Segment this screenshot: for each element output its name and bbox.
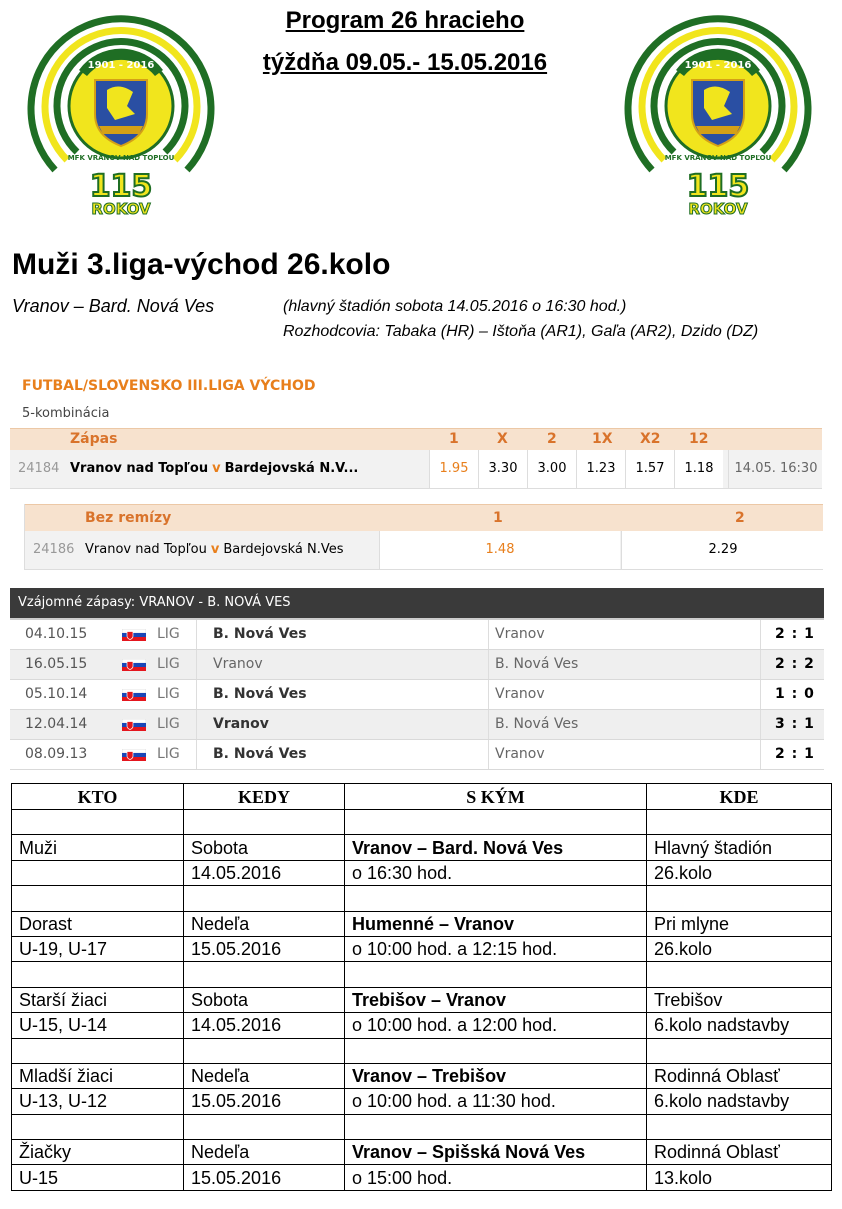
schedule-cell-kto: Mladší žiaci (12, 1063, 184, 1088)
slovakia-flag-icon (122, 629, 146, 641)
h2h-row[interactable] (10, 740, 824, 770)
schedule-cell-s-kym (345, 1038, 647, 1063)
h2h-competition: LIG (157, 656, 180, 672)
h2h-competition: LIG (157, 626, 180, 642)
odds-subcategory: 5-kombinácia (22, 406, 110, 421)
slovakia-flag-icon (122, 719, 146, 731)
h2h-competition: LIG (157, 716, 180, 732)
odds-panel (10, 370, 822, 570)
schedule-cell-kde: 26.kolo (647, 936, 832, 961)
odd-1x[interactable]: 1.23 (576, 450, 625, 488)
schedule-cell-kto: U-19, U-17 (12, 936, 184, 961)
h2h-score: 3 : 1 (775, 716, 815, 732)
no-draw-header (25, 504, 823, 531)
schedule-cell-kedy: Sobota (184, 987, 345, 1012)
schedule-cell-kto: Dorast (12, 911, 184, 936)
logo-years: 1901 - 2016 (87, 60, 155, 71)
h2h-date: 16.05.15 (25, 656, 88, 672)
schedule-cell-kde: 6.kolo nadstavby (647, 1013, 832, 1038)
col-12: 12 (689, 431, 709, 447)
schedule-row (12, 810, 832, 835)
h2h-row[interactable] (10, 620, 824, 650)
schedule-row (12, 886, 832, 911)
svg-text:MFK VRANOV NAD TOPĽOU: MFK VRANOV NAD TOPĽOU (664, 154, 772, 162)
h2h-home-team: Vranov (213, 656, 263, 672)
h2h-date: 08.09.13 (25, 746, 88, 762)
schedule-row (12, 1165, 832, 1190)
logo-anniversary: 115 (686, 169, 750, 204)
schedule-row (12, 1063, 832, 1088)
schedule-cell-kto: U-15, U-14 (12, 1013, 184, 1038)
home-team: Vranov nad Topľou (70, 461, 209, 476)
schedule-cell-kde: 6.kolo nadstavby (647, 1089, 832, 1114)
schedule-row (12, 1089, 832, 1114)
odds-row[interactable] (10, 450, 822, 489)
schedule-cell-kedy: 14.05.2016 (184, 860, 345, 885)
odd-x2[interactable]: 1.57 (625, 450, 674, 488)
schedule-cell-s-kym (345, 1114, 647, 1139)
vs-label: v (212, 461, 221, 476)
h2h-row[interactable] (10, 650, 824, 680)
h2h-competition: LIG (157, 686, 180, 702)
slovakia-flag-icon (122, 749, 146, 761)
schedule-cell-kedy: Sobota (184, 835, 345, 860)
schedule-cell-kde: Rodinná Oblasť (647, 1063, 832, 1088)
schedule-cell-s-kym: o 10:00 hod. a 12:15 hod. (345, 936, 647, 961)
schedule-cell-kde (647, 886, 832, 911)
no-draw-odd-1[interactable]: 1.48 (379, 531, 620, 569)
schedule-cell-s-kym: o 15:00 hod. (345, 1165, 647, 1190)
h2h-row[interactable] (10, 710, 824, 740)
h2h-score: 1 : 0 (775, 686, 815, 702)
h2h-date: 05.10.14 (25, 686, 88, 702)
schedule-cell-kto (12, 1114, 184, 1139)
away-team: Bardejovská N.V... (224, 461, 359, 476)
schedule-cell-kde: 13.kolo (647, 1165, 832, 1190)
no-draw-col-1: 1 (493, 510, 503, 526)
odd-12[interactable]: 1.18 (674, 450, 723, 488)
odds-league: FUTBAL/SLOVENSKO III.LIGA VÝCHOD (22, 378, 316, 394)
schedule-row (12, 835, 832, 860)
header-kedy: KEDY (184, 784, 345, 810)
vs-label: v (210, 542, 220, 557)
schedule-row (12, 962, 832, 987)
odds-match[interactable] (70, 450, 358, 488)
schedule-row (12, 936, 832, 961)
schedule-cell-kto (12, 962, 184, 987)
h2h-home-team: B. Nová Ves (213, 686, 307, 702)
h2h-score: 2 : 2 (775, 656, 815, 672)
schedule-cell-kto: U-13, U-12 (12, 1089, 184, 1114)
schedule-cell-s-kym: Vranov – Trebišov (345, 1063, 647, 1088)
header-kto: KTO (12, 784, 184, 810)
section-title: Muži 3.liga-východ 26.kolo (12, 248, 391, 281)
schedule-cell-kde (647, 1038, 832, 1063)
head-to-head-panel (10, 588, 824, 768)
header-kde: KDE (647, 784, 832, 810)
col-1x: 1X (592, 431, 613, 447)
h2h-date: 04.10.15 (25, 626, 88, 642)
schedule-cell-kedy (184, 1038, 345, 1063)
schedule-row (12, 1114, 832, 1139)
schedule-cell-kde: Trebišov (647, 987, 832, 1012)
schedule-cell-kedy (184, 962, 345, 987)
schedule-cell-s-kym: Humenné – Vranov (345, 911, 647, 936)
schedule-cell-kto (12, 860, 184, 885)
h2h-competition: LIG (157, 746, 180, 762)
schedule-cell-s-kym (345, 962, 647, 987)
schedule-cell-s-kym: Vranov – Bard. Nová Ves (345, 835, 647, 860)
no-draw-label: Bez remízy (85, 510, 172, 526)
club-logo-right (612, 10, 824, 222)
schedule-cell-kedy: 15.05.2016 (184, 1165, 345, 1190)
odds-header (10, 428, 822, 451)
h2h-away-team: B. Nová Ves (495, 656, 579, 672)
schedule-cell-kedy: 14.05.2016 (184, 1013, 345, 1038)
match-name: Vranov – Bard. Nová Ves (12, 296, 215, 316)
slovakia-flag-icon (122, 689, 146, 701)
col-2: 2 (547, 431, 557, 447)
schedule-cell-kde (647, 962, 832, 987)
logo-anniversary-word: ROKOV (688, 200, 748, 218)
away-team: Bardejovská N.Ves (223, 542, 344, 557)
schedule-cell-s-kym: o 16:30 hod. (345, 860, 647, 885)
h2h-title: Vzájomné zápasy: VRANOV - B. NOVÁ VES (10, 588, 824, 620)
h2h-home-team: Vranov (213, 716, 269, 732)
col-x: X (497, 431, 508, 447)
schedule-row (12, 1140, 832, 1165)
logo-anniversary-word: ROKOV (91, 200, 151, 218)
slovakia-flag-icon (122, 659, 146, 671)
no-draw-row[interactable] (25, 531, 823, 570)
schedule-row (12, 1038, 832, 1063)
no-draw-id: 24186 (33, 542, 75, 557)
club-logo-left (15, 10, 227, 222)
h2h-away-team: B. Nová Ves (495, 716, 579, 732)
no-draw-panel (24, 504, 823, 570)
schedule-cell-kedy (184, 886, 345, 911)
col-match: Zápas (70, 431, 118, 447)
logo-anniversary: 115 (89, 169, 153, 204)
schedule-cell-kde: Rodinná Oblasť (647, 1140, 832, 1165)
venue-info: (hlavný štadión sobota 14.05.2016 o 16:30 hod.) (283, 298, 627, 315)
h2h-home-team: B. Nová Ves (213, 626, 307, 642)
h2h-away-team: Vranov (495, 626, 545, 642)
schedule-cell-kedy: 15.05.2016 (184, 1089, 345, 1114)
h2h-score: 2 : 1 (775, 746, 815, 762)
schedule-row (12, 860, 832, 885)
home-team: Vranov nad Topľou (85, 542, 207, 557)
schedule-cell-kto (12, 886, 184, 911)
schedule-cell-kto (12, 1038, 184, 1063)
odd-1[interactable]: 1.95 (429, 450, 478, 488)
no-draw-col-2: 2 (735, 510, 745, 526)
schedule-cell-kto (12, 810, 184, 835)
odd-2[interactable]: 3.00 (527, 450, 576, 488)
no-draw-odd-2[interactable]: 2.29 (621, 531, 824, 569)
schedule-cell-kto: Starší žiaci (12, 987, 184, 1012)
h2h-date: 12.04.14 (25, 716, 88, 732)
odds-id: 24184 (18, 461, 60, 476)
page-title-line1: Program 26 hracieho (285, 7, 525, 34)
schedule-cell-kto: Muži (12, 835, 184, 860)
schedule-cell-kedy (184, 1114, 345, 1139)
col-1: 1 (449, 431, 459, 447)
header-s-kym: S KÝM (345, 784, 647, 810)
match-date: 14.05. 16:30 (728, 450, 823, 488)
schedule-cell-kde: 26.kolo (647, 860, 832, 885)
no-draw-match[interactable] (85, 531, 344, 569)
referees-info: Rozhodcovia: Tabaka (HR) – Ištoňa (AR1), Gaľa (AR2), Dzido (DZ) (283, 323, 759, 340)
schedule-cell-kde (647, 1114, 832, 1139)
schedule-header-row (12, 784, 832, 810)
schedule-cell-kde: Pri mlyne (647, 911, 832, 936)
schedule-row (12, 987, 832, 1012)
h2h-away-team: Vranov (495, 746, 545, 762)
h2h-row[interactable] (10, 680, 824, 710)
schedule-cell-kedy: Nedeľa (184, 911, 345, 936)
schedule-cell-kto: Žiačky (12, 1140, 184, 1165)
schedule-cell-s-kym: o 10:00 hod. a 11:30 hod. (345, 1089, 647, 1114)
schedule-cell-s-kym (345, 810, 647, 835)
odd-x[interactable]: 3.30 (478, 450, 527, 488)
h2h-home-team: B. Nová Ves (213, 746, 307, 762)
schedule-cell-s-kym: Vranov – Spišská Nová Ves (345, 1140, 647, 1165)
schedule-cell-kto: U-15 (12, 1165, 184, 1190)
col-x2: X2 (640, 431, 661, 447)
schedule-cell-kedy: 15.05.2016 (184, 936, 345, 961)
schedule-cell-s-kym: o 10:00 hod. a 12:00 hod. (345, 1013, 647, 1038)
schedule-cell-kedy (184, 810, 345, 835)
logo-years: 1901 - 2016 (684, 60, 752, 71)
page-title-line2: týždňa 09.05.- 15.05.2016 (262, 49, 548, 76)
h2h-score: 2 : 1 (775, 626, 815, 642)
schedule-cell-kedy: Nedeľa (184, 1140, 345, 1165)
schedule-cell-kde: Hlavný štadión (647, 835, 832, 860)
schedule-cell-s-kym: Trebišov – Vranov (345, 987, 647, 1012)
schedule-table (11, 783, 832, 1191)
schedule-cell-s-kym (345, 886, 647, 911)
schedule-row (12, 911, 832, 936)
h2h-away-team: Vranov (495, 686, 545, 702)
svg-text:MFK VRANOV NAD TOPĽOU: MFK VRANOV NAD TOPĽOU (67, 154, 175, 162)
schedule-row (12, 1013, 832, 1038)
schedule-cell-kde (647, 810, 832, 835)
schedule-cell-kedy: Nedeľa (184, 1063, 345, 1088)
